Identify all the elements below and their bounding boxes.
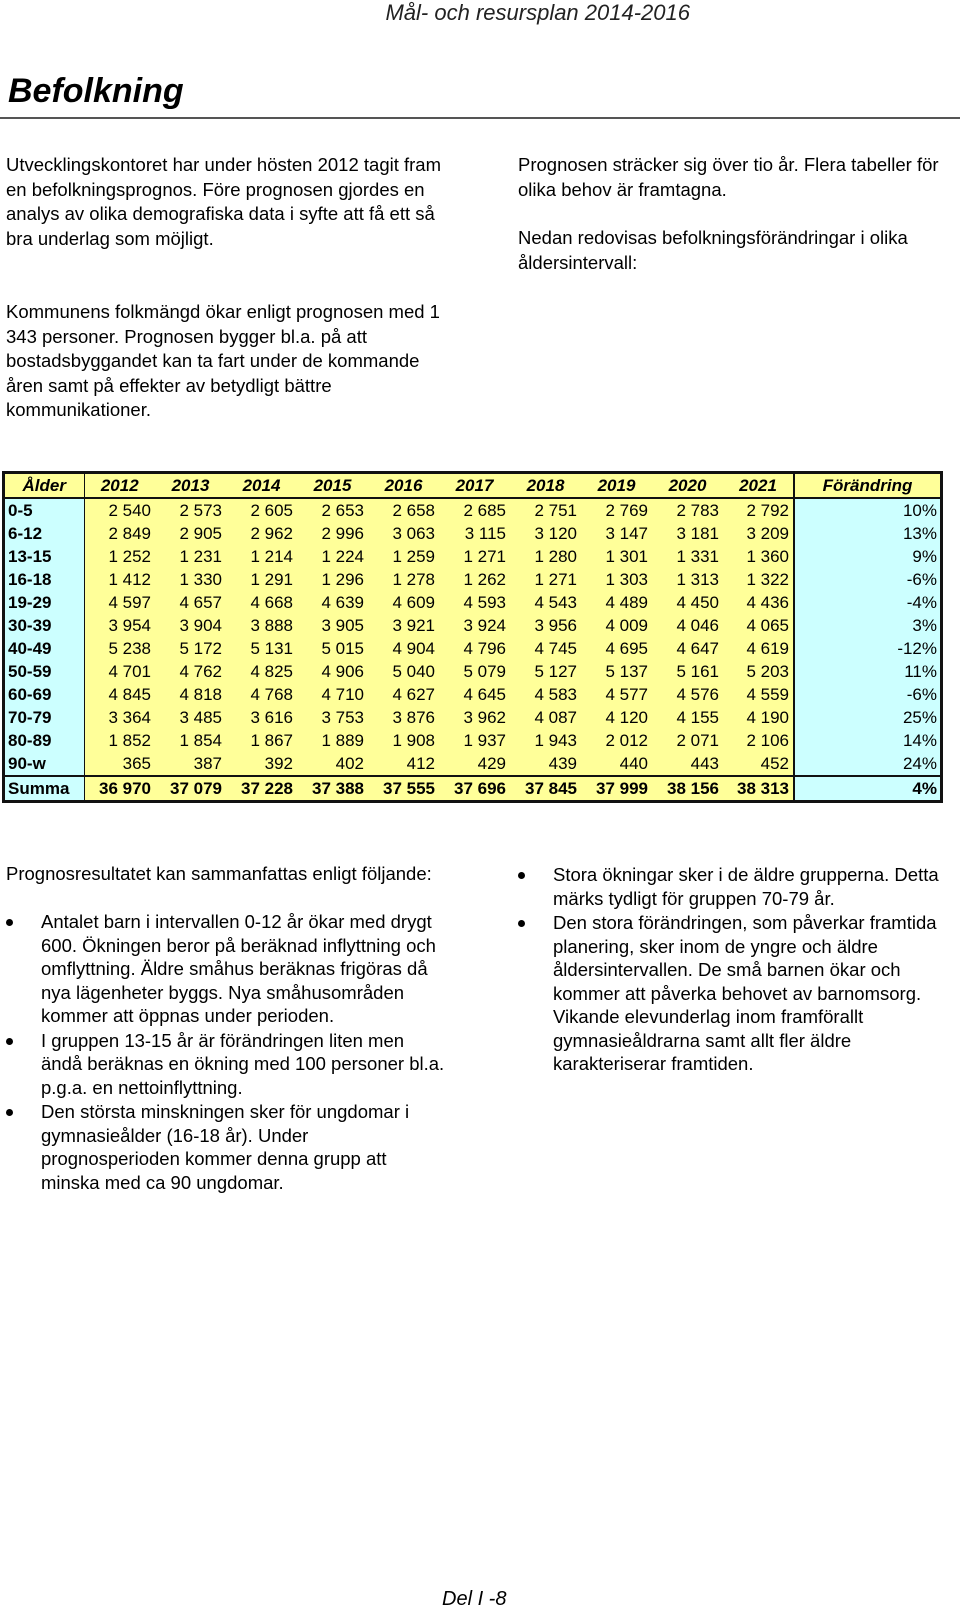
population-cell: 3 954 — [108, 615, 151, 635]
population-cell: 1 943 — [534, 730, 577, 750]
population-cell: 3 905 — [321, 615, 364, 635]
population-cell: 4 825 — [250, 661, 293, 681]
change-cell: -12% — [794, 637, 940, 660]
population-cell: 4 796 — [463, 638, 506, 658]
age-column-header: Ålder — [5, 474, 84, 498]
population-cell: 5 127 — [534, 661, 577, 681]
population-cell: 1 231 — [179, 546, 222, 566]
population-cell: 440 — [619, 753, 648, 773]
population-cell: 3 924 — [463, 615, 506, 635]
population-cell: 2 106 — [746, 730, 789, 750]
population-cell: 5 172 — [179, 638, 222, 658]
population-cell: 4 906 — [321, 661, 364, 681]
population-cell: 37 845 — [510, 776, 581, 800]
change-cell: -6% — [794, 568, 940, 591]
population-growth-paragraph: Kommunens folkmängd ökar enligt prognosen med 1 343 personer. Prognosen bygger bl.a. på att bostadsbyggandet kan ta fart under de kommande åren samt på effekter av betydligt bättre kommunikationer. — [6, 301, 440, 420]
change-cell: 4% — [794, 776, 940, 800]
change-cell: 10% — [794, 498, 940, 522]
population-cell: 2 012 — [605, 730, 648, 750]
age-group-cell: 90-w — [5, 752, 84, 776]
age-group-cell: 50-59 — [5, 660, 84, 683]
age-group-cell: 13-15 — [5, 545, 84, 568]
population-cell: 2 685 — [463, 500, 506, 520]
population-cell: 1 867 — [250, 730, 293, 750]
change-cell: 24% — [794, 752, 940, 776]
population-cell: 452 — [760, 753, 789, 773]
age-group-cell: 6-12 — [5, 522, 84, 545]
bullet-item — [6, 1100, 446, 1194]
population-cell: 1 360 — [746, 546, 789, 566]
table-total-row — [5, 776, 940, 800]
population-cell: 1 303 — [605, 569, 648, 589]
population-cell: 1 296 — [321, 569, 364, 589]
population-cell: 3 063 — [392, 523, 435, 543]
change-column-header: Förändring — [794, 474, 940, 498]
population-cell: 1 322 — [746, 569, 789, 589]
population-cell: 3 209 — [746, 523, 789, 543]
age-group-cell: 80-89 — [5, 729, 84, 752]
year-column-header: 2015 — [297, 474, 368, 498]
population-cell: 37 228 — [226, 776, 297, 800]
population-cell: 2 792 — [746, 500, 789, 520]
table-row — [5, 614, 940, 637]
table-row — [5, 683, 940, 706]
population-cell: 439 — [548, 753, 577, 773]
population-cell: 3 147 — [605, 523, 648, 543]
population-cell: 1 224 — [321, 546, 364, 566]
population-cell: 4 647 — [676, 638, 719, 658]
population-cell: 4 645 — [463, 684, 506, 704]
table-row — [5, 498, 940, 522]
population-cell: 4 577 — [605, 684, 648, 704]
age-group-cell: 16-18 — [5, 568, 84, 591]
population-cell: 37 696 — [439, 776, 510, 800]
population-cell: 1 889 — [321, 730, 364, 750]
population-cell: 5 161 — [676, 661, 719, 681]
bullet-dot-icon — [6, 919, 13, 926]
population-cell: 5 079 — [463, 661, 506, 681]
year-column-header: 2020 — [652, 474, 723, 498]
population-cell: 37 079 — [155, 776, 226, 800]
age-group-cell: 30-39 — [5, 614, 84, 637]
population-cell: 1 330 — [179, 569, 222, 589]
summary-right-column — [518, 863, 958, 1077]
change-cell: 13% — [794, 522, 940, 545]
bullet-dot-icon — [6, 1109, 13, 1116]
year-column-header: 2014 — [226, 474, 297, 498]
population-cell: 2 653 — [321, 500, 364, 520]
table-row — [5, 637, 940, 660]
population-cell: 412 — [406, 753, 435, 773]
table-intro-paragraph: Nedan redovisas befolkningsförändringar i olika åldersintervall: — [518, 227, 908, 273]
table-row — [5, 660, 940, 683]
population-cell: 4 657 — [179, 592, 222, 612]
change-cell: 3% — [794, 614, 940, 637]
population-cell: 1 259 — [392, 546, 435, 566]
population-cell: 4 559 — [746, 684, 789, 704]
population-cell: 37 388 — [297, 776, 368, 800]
year-column-header: 2013 — [155, 474, 226, 498]
population-cell: 2 751 — [534, 500, 577, 520]
population-cell: 1 271 — [534, 569, 577, 589]
population-cell: 1 252 — [108, 546, 151, 566]
population-cell: 1 214 — [250, 546, 293, 566]
population-cell: 5 137 — [605, 661, 648, 681]
bullet-item — [6, 910, 446, 1028]
population-cell: 38 156 — [652, 776, 723, 800]
population-cell: 4 436 — [746, 592, 789, 612]
population-cell: 5 131 — [250, 638, 293, 658]
population-cell: 429 — [477, 753, 506, 773]
population-cell: 37 555 — [368, 776, 439, 800]
population-cell: 36 970 — [84, 776, 155, 800]
year-column-header: 2017 — [439, 474, 510, 498]
population-cell: 2 605 — [250, 500, 293, 520]
population-cell: 3 181 — [676, 523, 719, 543]
population-cell: 4 593 — [463, 592, 506, 612]
population-cell: 4 668 — [250, 592, 293, 612]
population-cell: 3 485 — [179, 707, 222, 727]
population-cell: 38 313 — [723, 776, 794, 800]
table-row — [5, 729, 940, 752]
table-row — [5, 568, 940, 591]
table-row — [5, 545, 940, 568]
summary-left-list — [6, 910, 446, 1194]
population-cell: 4 087 — [534, 707, 577, 727]
population-cell: 5 238 — [108, 638, 151, 658]
summary-intro: Prognosresultatet kan sammanfattas enligt följande: — [6, 863, 432, 884]
year-column-header: 2012 — [84, 474, 155, 498]
bullet-dot-icon — [518, 872, 525, 879]
population-cell: 4 543 — [534, 592, 577, 612]
population-cell: 4 768 — [250, 684, 293, 704]
population-cell: 2 783 — [676, 500, 719, 520]
population-cell: 1 331 — [676, 546, 719, 566]
forecast-span-paragraph: Prognosen sträcker sig över tio år. Flera tabeller för olika behov är framtagna. — [518, 154, 939, 200]
population-cell: 4 065 — [746, 615, 789, 635]
population-cell: 3 962 — [463, 707, 506, 727]
bullet-item — [518, 863, 958, 910]
age-group-cell: Summa — [5, 776, 84, 800]
age-group-cell: 19-29 — [5, 591, 84, 614]
bullet-text: I gruppen 13-15 år är förändringen liten men ändå beräknas en ökning med 100 personer bl.a. p.g.a. en nettoinflyttning. — [41, 1029, 445, 1098]
population-cell: 4 489 — [605, 592, 648, 612]
population-cell: 402 — [335, 753, 364, 773]
population-cell: 2 905 — [179, 523, 222, 543]
change-cell: -6% — [794, 683, 940, 706]
change-cell: 11% — [794, 660, 940, 683]
population-cell: 1 301 — [605, 546, 648, 566]
section-title: Befolkning — [8, 72, 184, 110]
population-cell: 4 009 — [605, 615, 648, 635]
population-cell: 1 937 — [463, 730, 506, 750]
population-cell: 5 015 — [321, 638, 364, 658]
population-cell: 4 046 — [676, 615, 719, 635]
population-cell: 5 203 — [746, 661, 789, 681]
age-group-cell: 60-69 — [5, 683, 84, 706]
age-group-cell: 40-49 — [5, 637, 84, 660]
population-table — [5, 474, 940, 800]
population-cell: 3 120 — [534, 523, 577, 543]
table-row — [5, 752, 940, 776]
population-cell: 4 450 — [676, 592, 719, 612]
population-cell: 4 762 — [179, 661, 222, 681]
population-cell: 3 921 — [392, 615, 435, 635]
population-cell: 1 280 — [534, 546, 577, 566]
population-cell: 4 583 — [534, 684, 577, 704]
population-cell: 4 155 — [676, 707, 719, 727]
table-row — [5, 522, 940, 545]
population-cell: 4 597 — [108, 592, 151, 612]
intro-paragraph: Utvecklingskontoret har under hösten 2012 tagit fram en befolkningsprognos. Före prognosen gjordes en analys av olika demografiska data i syfte att få ett så bra underlag som möjligt. — [6, 154, 441, 249]
change-cell: -4% — [794, 591, 940, 614]
population-cell: 1 278 — [392, 569, 435, 589]
year-column-header: 2019 — [581, 474, 652, 498]
population-cell: 443 — [690, 753, 719, 773]
population-cell: 1 852 — [108, 730, 151, 750]
bullet-item — [518, 911, 958, 1076]
population-cell: 3 904 — [179, 615, 222, 635]
page-number: Del I -8 — [442, 1588, 507, 1610]
population-cell: 4 609 — [392, 592, 435, 612]
population-cell: 4 627 — [392, 684, 435, 704]
population-cell: 4 904 — [392, 638, 435, 658]
population-cell: 4 701 — [108, 661, 151, 681]
population-cell: 2 849 — [108, 523, 151, 543]
change-cell: 25% — [794, 706, 940, 729]
population-cell: 4 745 — [534, 638, 577, 658]
year-column-header: 2018 — [510, 474, 581, 498]
bullet-text: Antalet barn i intervallen 0-12 år ökar med drygt 600. Ökningen beror på beräknad inflyttning och omflyttning. Äldre småhus beräknas frigöras då nya lägenheter byggs. Nya småhusområden kommer att öppnas under perioden. — [41, 911, 436, 1026]
population-cell: 3 753 — [321, 707, 364, 727]
population-cell: 2 962 — [250, 523, 293, 543]
population-cell: 1 854 — [179, 730, 222, 750]
bullet-text: Den stora förändringen, som påverkar framtida planering, sker inom de yngre och äldre åldersintervallen. De små barnen ökar och kommer att påverka behovet av barnomsorg. Vikande elevunderlag inom framförallt gymnasieåldrarna samt allt fler äldre karakteriserar framtiden. — [553, 912, 937, 1074]
bullet-text: Den största minskningen sker för ungdomar i gymnasieålder (16-18 år). Under prognosperioden kommer denna grupp att minska med ca 90 ungdomar. — [41, 1101, 410, 1193]
population-cell: 387 — [193, 753, 222, 773]
population-cell: 3 115 — [464, 523, 506, 543]
population-cell: 4 639 — [321, 592, 364, 612]
population-cell: 2 658 — [392, 500, 435, 520]
population-cell: 4 818 — [179, 684, 222, 704]
table-row — [5, 706, 940, 729]
population-cell: 1 262 — [463, 569, 506, 589]
population-cell: 3 888 — [250, 615, 293, 635]
population-cell: 2 071 — [676, 730, 719, 750]
population-cell: 3 876 — [392, 707, 435, 727]
bullet-dot-icon — [6, 1038, 13, 1045]
population-cell: 3 616 — [250, 707, 293, 727]
change-cell: 9% — [794, 545, 940, 568]
population-cell: 2 540 — [108, 500, 151, 520]
population-cell: 1 313 — [676, 569, 719, 589]
year-column-header: 2021 — [723, 474, 794, 498]
table-row — [5, 591, 940, 614]
summary-left-column — [6, 862, 446, 1195]
document-header-title: Mål- och resursplan 2014-2016 — [385, 0, 690, 25]
population-cell: 2 769 — [605, 500, 648, 520]
population-cell: 4 845 — [108, 684, 151, 704]
population-cell: 4 120 — [605, 707, 648, 727]
age-group-cell: 0-5 — [5, 498, 84, 522]
population-cell: 5 040 — [392, 661, 435, 681]
population-cell: 1 291 — [250, 569, 293, 589]
population-cell: 1 271 — [463, 546, 506, 566]
bullet-item — [6, 1029, 446, 1100]
population-cell: 1 412 — [108, 569, 151, 589]
bullet-dot-icon — [518, 920, 525, 927]
age-group-cell: 70-79 — [5, 706, 84, 729]
population-cell: 3 956 — [534, 615, 577, 635]
population-cell: 365 — [122, 753, 151, 773]
population-cell: 37 999 — [581, 776, 652, 800]
population-cell: 4 619 — [746, 638, 789, 658]
population-cell: 2 996 — [321, 523, 364, 543]
summary-right-list — [518, 863, 958, 1076]
year-column-header: 2016 — [368, 474, 439, 498]
title-divider — [0, 117, 960, 119]
population-cell: 4 695 — [605, 638, 648, 658]
population-cell: 4 710 — [321, 684, 364, 704]
population-cell: 4 190 — [746, 707, 789, 727]
bullet-text: Stora ökningar sker i de äldre grupperna. Detta märks tydligt för gruppen 70-79 år. — [553, 864, 939, 909]
population-cell: 392 — [264, 753, 293, 773]
population-cell: 2 573 — [179, 500, 222, 520]
population-cell: 3 364 — [108, 707, 151, 727]
population-table-container — [5, 474, 940, 800]
population-cell: 1 908 — [392, 730, 435, 750]
change-cell: 14% — [794, 729, 940, 752]
table-header-row — [5, 474, 940, 498]
population-cell: 4 576 — [676, 684, 719, 704]
